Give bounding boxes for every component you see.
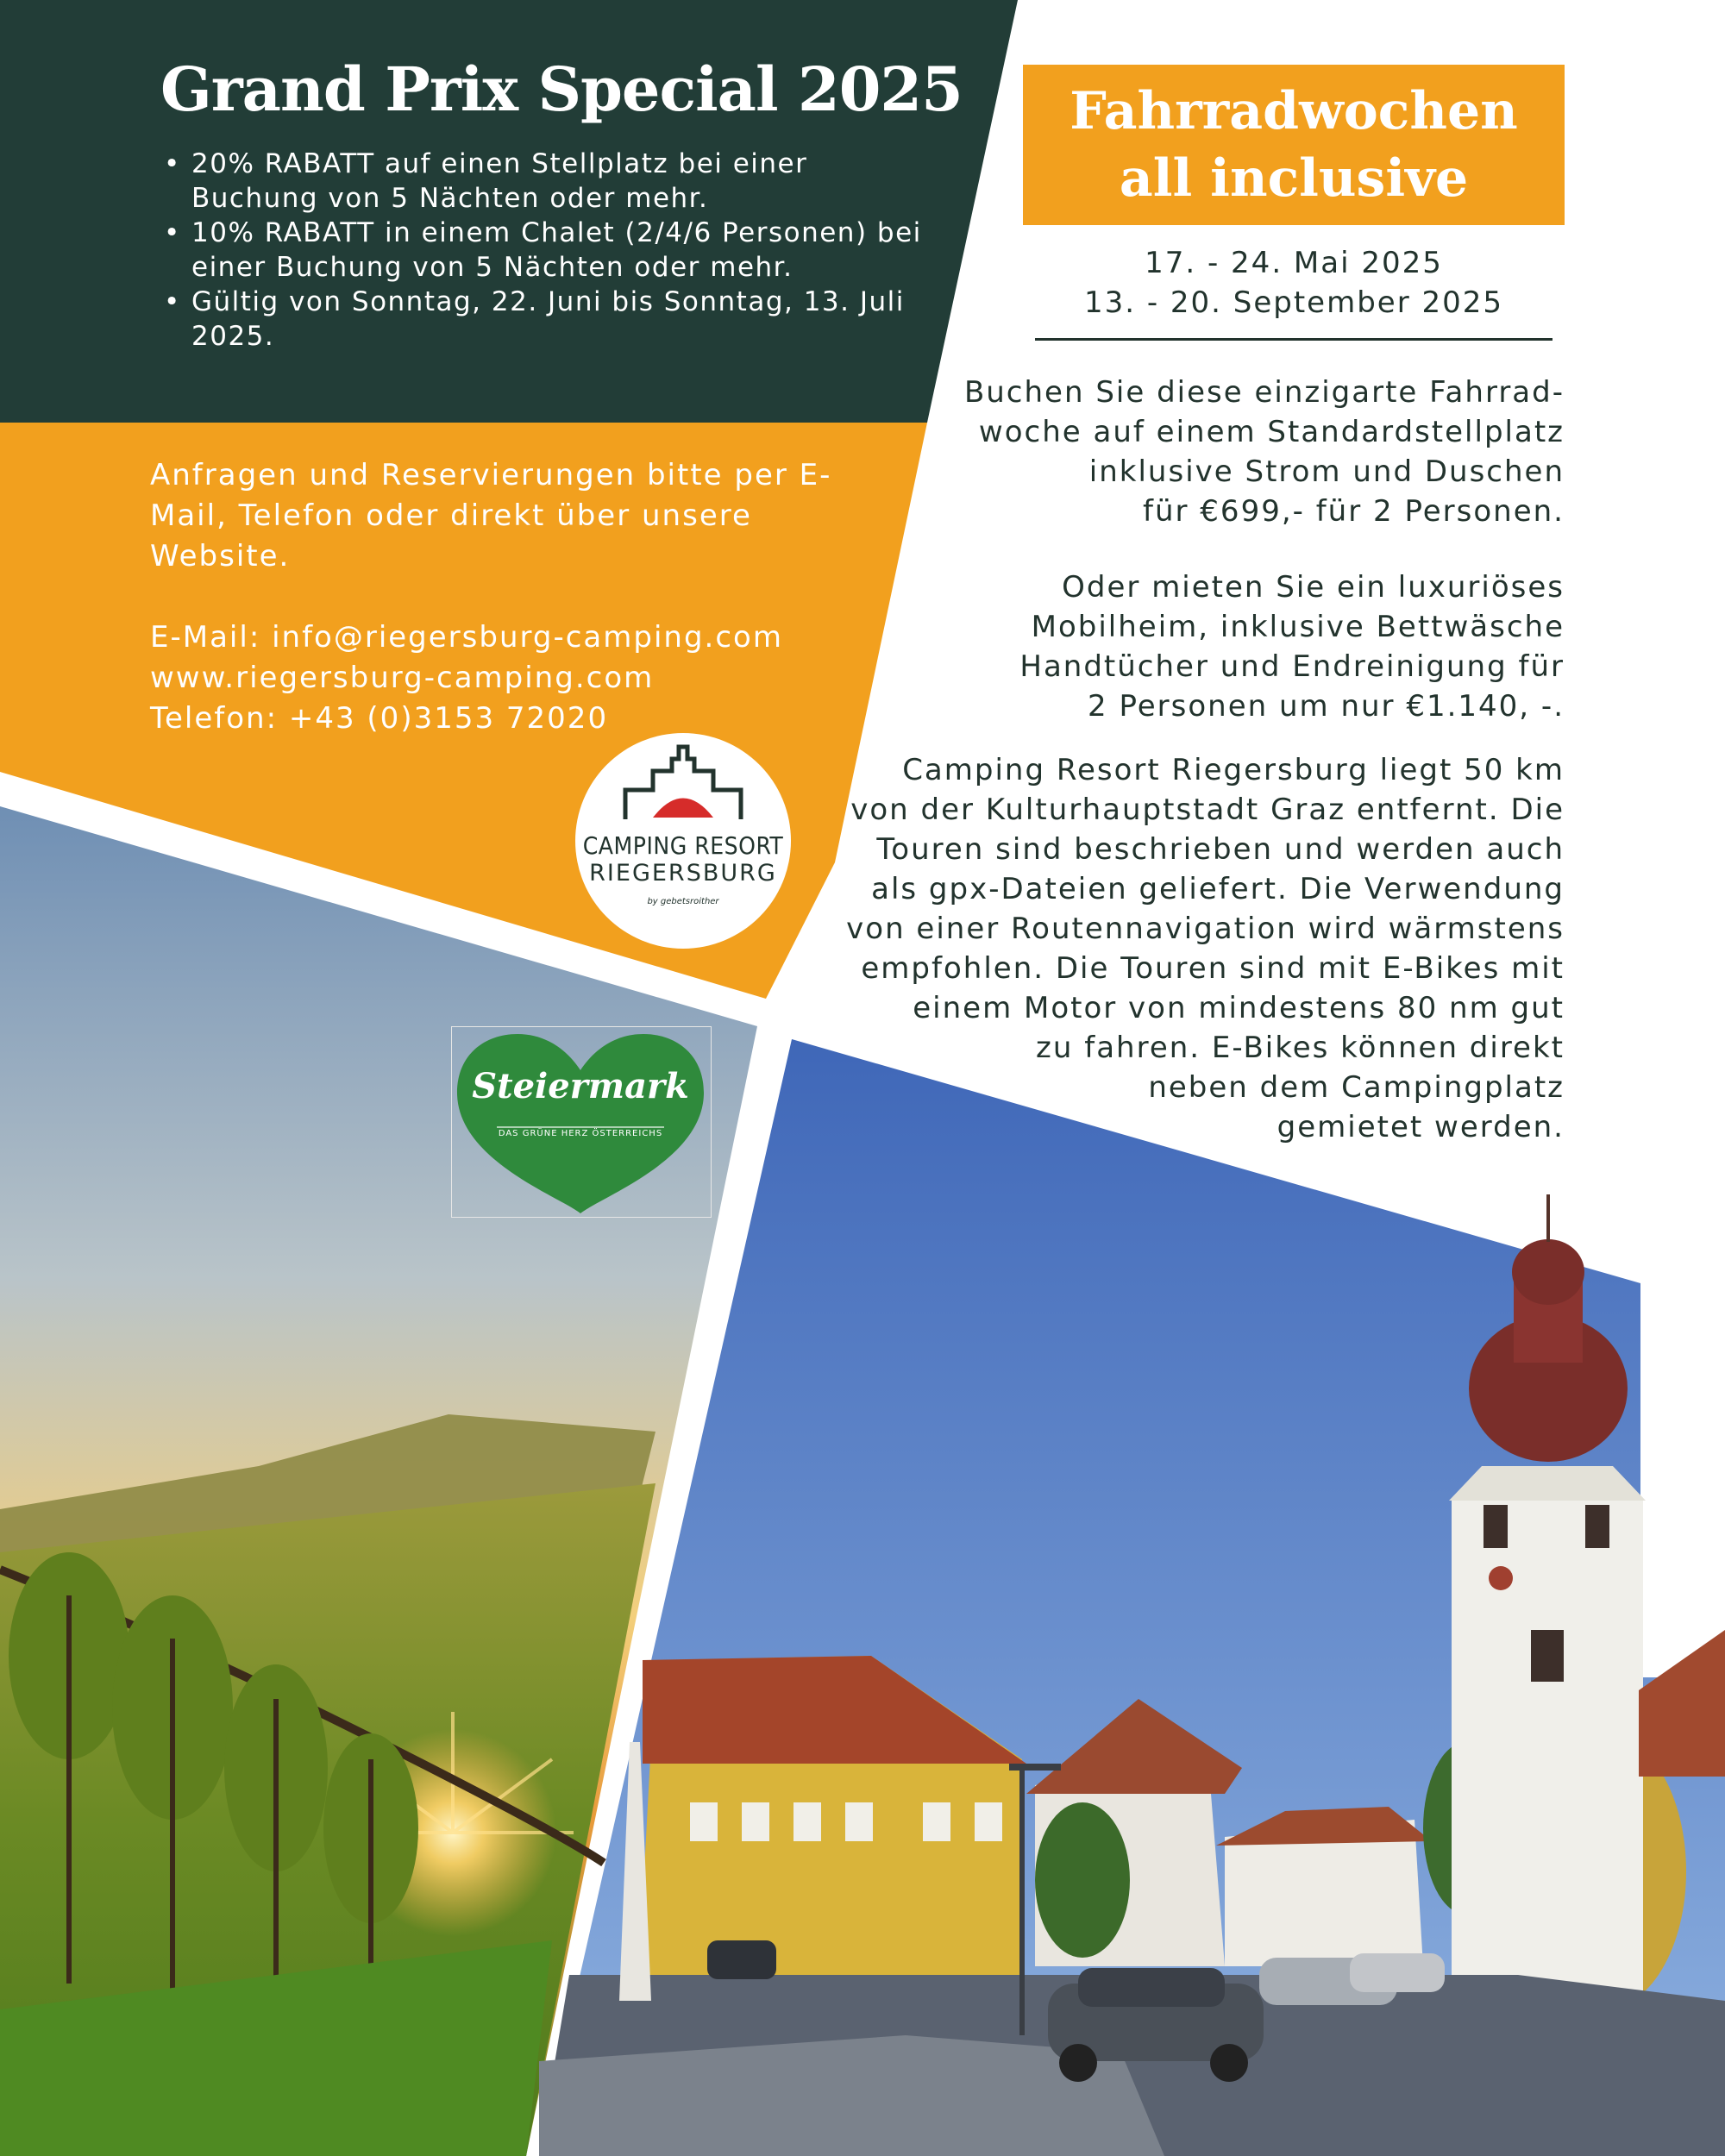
offer-paragraph-stellplatz — [823, 373, 1565, 531]
text-line: für €699,- für 2 Personen. — [1143, 494, 1565, 529]
heart-icon — [455, 1031, 706, 1216]
offer-paragraph-mobilheim — [823, 567, 1565, 726]
text-line: einem Motor von mindestens 80 nm gut — [913, 991, 1565, 1025]
text-line: inklusive Strom und Duschen — [1088, 454, 1565, 489]
text-line: zu fahren. E-Bikes können direkt — [1036, 1031, 1565, 1065]
fahrradwochen-title — [1023, 78, 1565, 212]
text-line: neben dem Campingplatz — [1148, 1070, 1565, 1105]
text-line: als gpx-Dateien geliefert. Die Verwendung — [871, 872, 1565, 906]
contact-intro: Anfragen und Reservierungen bitte per E-Mail, Telefon oder direkt über unsere Website. — [150, 458, 832, 573]
text-line: 2 Personen um nur €1.140, -. — [1088, 689, 1565, 724]
text-line: gemietet werden. — [1276, 1110, 1565, 1144]
text-line: Handtücher und Endreinigung für — [1019, 649, 1565, 684]
contact-email[interactable]: E-Mail: info@riegersburg-camping.com — [150, 620, 783, 655]
fahrradwochen-title-line1: Fahrradwochen — [1070, 81, 1518, 141]
grand-prix-title: Grand Prix Special 2025 — [160, 53, 963, 125]
text-line: Camping Resort Riegersburg liegt 50 km — [902, 753, 1565, 787]
steiermark-title: Steiermark — [472, 1066, 689, 1106]
text-line: von der Kulturhauptstadt Graz entfernt. Die — [850, 793, 1565, 827]
fahrradwochen-dates — [1023, 243, 1565, 323]
logo-text-byline: by gebetsroither — [647, 897, 719, 906]
resort-description — [823, 750, 1565, 1147]
list-item: • 10% RABATT in einem Chalet (2/4/6 Personen) bei einer Buchung von 5 Nächten oder mehr. — [164, 216, 940, 285]
text-line: von einer Routennavigation wird wärmstens — [846, 912, 1565, 946]
fahrradwochen-title-line2: all inclusive — [1119, 148, 1469, 209]
list-item: • 20% RABATT auf einen Stellplatz bei einer Buchung von 5 Nächten oder mehr. — [164, 147, 940, 216]
contact-phone[interactable]: Telefon: +43 (0)3153 72020 — [150, 701, 609, 736]
text-line: Buchen Sie diese einzigarte Fahrrad- — [963, 375, 1565, 410]
text-line: Oder mieten Sie ein luxuriöses — [1062, 570, 1565, 605]
logo-text-riegersburg: RIEGERSBURG — [589, 860, 777, 887]
text-line: woche auf einem Standardstellplatz — [978, 415, 1565, 449]
steiermark-subtitle: DAS GRÜNE HERZ ÖSTERREICHS — [498, 1129, 663, 1138]
logo-text-camping-resort: CAMPING RESORT — [582, 831, 784, 860]
contact-block — [150, 455, 857, 739]
divider — [1035, 338, 1552, 341]
text-line: empfohlen. Die Touren sind mit E-Bikes mit — [861, 951, 1565, 986]
text-line: Touren sind beschrieben und werden auch — [876, 832, 1565, 867]
date-range-2: 13. - 20. September 2025 — [1083, 285, 1504, 320]
date-range-1: 17. - 24. Mai 2025 — [1145, 246, 1443, 280]
contact-website[interactable]: www.riegersburg-camping.com — [150, 661, 655, 695]
list-item: • Gültig von Sonntag, 22. Juni bis Sonntag, 13. Juli 2025. — [164, 285, 940, 354]
castle-logo-icon — [618, 740, 748, 826]
text-line: Mobilheim, inklusive Bettwäsche — [1031, 610, 1565, 644]
grand-prix-list — [164, 147, 940, 354]
